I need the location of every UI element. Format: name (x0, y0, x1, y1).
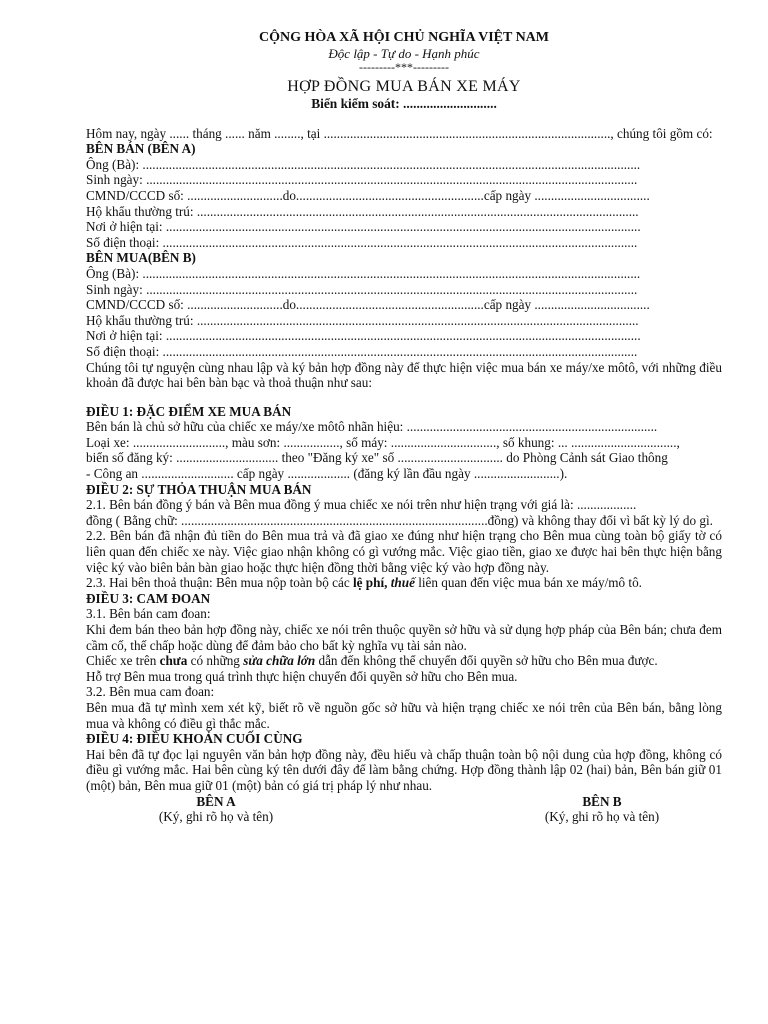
buyer-id-field: CMND/CCCD số: .............................do.........................................................cấp ngày ................................... (86, 297, 650, 313)
repair-text-b: có những (187, 653, 244, 669)
party-a-note: (Ký, ghi rõ họ và tên) (158, 809, 274, 825)
seller-name-field: Ông (Bà): ....................................................................................................................................................... (86, 156, 641, 172)
article-2-3-text: 2.3. Hai bên thoả thuận: Bên mua nộp toàn bộ các (86, 575, 353, 591)
party-b-title: BÊN B (582, 793, 622, 809)
intro-line: Hôm nay, ngày ...... tháng ...... năm ........, tại ......................................................................................., chúng tôi gồm có: (86, 125, 713, 141)
buyer-heading: BÊN MUA(BÊN B) (86, 250, 196, 266)
article-1-heading: ĐIỀU 1: ĐẶC ĐIỂM XE MUA BÁN (86, 403, 292, 419)
agreement-paragraph: Chúng tôi tự nguyện cùng nhau lập và ký bản hợp đồng này để thực hiện việc mua bán xe máy/xe môtô, với những điều khoản đã được hai bên bàn bạc và thoả thuận như sau: (86, 359, 722, 391)
article-3-1-repair-line (86, 653, 722, 669)
article-4-heading: ĐIỀU 4: ĐIỀU KHOẢN CUỐI CÙNG (86, 731, 303, 747)
repair-text-a: Chiếc xe trên (86, 653, 160, 669)
tax-term: thuế (390, 575, 415, 591)
fee-term: lệ phí (352, 575, 385, 591)
seller-residence-field: Nơi ở hiện tại: ................................................................................................................................................ (86, 219, 641, 235)
party-b-signature (472, 794, 732, 825)
buyer-phone-field: Số điện thoại: ................................................................................................................................................ (86, 343, 638, 359)
document-title: HỢP ĐỒNG MUA BÁN XE MÁY (287, 78, 521, 95)
article-1-line-2: Loại xe: ............................, màu sơn: ................., số máy: ................................, số khung: ... ................................, (86, 434, 680, 450)
article-2-heading: ĐIỀU 2: SỰ THỎA THUẬN MUA BÁN (86, 481, 312, 497)
article-3-1-paragraph: Khi đem bán theo bản hợp đồng này, chiếc xe nói trên thuộc quyền sở hữu và sử dụng hợp pháp của Bên bán; chưa đem cầm cố, thế chấp hoặc dùng để đảm bảo cho bất kỳ nghĩa vụ tài sản nào. (86, 622, 722, 653)
article-4-paragraph: Hai bên đã tự đọc lại nguyên văn bản hợp đồng này, đều hiểu và chấp thuận toàn bộ nội dung của hợp đồng, không có điều gì vướng mắc. Hai bên cùng ký tên dưới đây để làm bằng chứng. Hợp đồng thành lập 02 (hai) bản, Bên bán giữ 01 (một) bản, Bên mua giữ 01 (một) bản có giá trị pháp lý như nhau. (86, 746, 722, 793)
buyer-dob-field: Sinh ngày: ..................................................................................................................................................... (86, 281, 638, 297)
article-3-1-support-line: Hỗ trợ Bên mua trong quá trình thực hiện chuyển đổi quyền sở hữu cho Bên mua. (86, 668, 518, 684)
article-2-1-line-b: đồng ( Bằng chữ: .............................................................................................đồng) và không thay đổi vì bất kỳ lý do gì. (86, 512, 713, 528)
major-repair-term: sửa chữa lớn (243, 653, 316, 669)
motto: Độc lập - Tự do - Hạnh phúc (328, 46, 480, 61)
article-3-heading: ĐIỀU 3: CAM ĐOAN (86, 590, 211, 606)
seller-household-field: Hộ khẩu thường trú: ...................................................................................................................................... (86, 203, 639, 219)
signature-block (86, 794, 722, 825)
nation-header: CỘNG HÒA XÃ HỘI CHỦ NGHĨA VIỆT NAM (258, 30, 549, 45)
party-a-signature (86, 794, 346, 825)
article-1-line-3: biển số đăng ký: ............................... theo "Đăng ký xe" số ................................ do Phòng Cảnh sát Giao thông (86, 450, 668, 466)
article-2-1-line-a: 2.1. Bên bán đồng ý bán và Bên mua đồng ý mua chiếc xe nói trên như hiện trạng với giá là: .................. (86, 497, 637, 513)
repair-text-c: dẫn đến không thể chuyển đổi quyền sở hữu cho Bên mua được. (315, 653, 658, 669)
article-1-line-4: - Công an ............................ cấp ngày ................... (đăng ký lần đầu ngày ..........................). (86, 466, 568, 482)
article-2-3 (86, 575, 722, 591)
contract-document (86, 30, 722, 825)
buyer-household-field: Hộ khẩu thường trú: ...................................................................................................................................... (86, 312, 639, 328)
seller-dob-field: Sinh ngày: ..................................................................................................................................................... (86, 172, 638, 188)
article-1-line-1: Bên bán là chủ sở hữu của chiếc xe máy/xe môtô nhãn hiệu: ............................................................................ (86, 419, 658, 435)
article-3-2-label: 3.2. Bên mua cam đoan: (86, 684, 215, 700)
not-term: chưa (159, 653, 188, 669)
separator: ---------***--------- (359, 60, 449, 74)
article-3-2-paragraph: Bên mua đã tự mình xem xét kỹ, biết rõ về nguồn gốc sở hữu và hiện trạng chiếc xe nói trên của Bên bán, bằng lòng mua và không có điều gì thắc mắc. (86, 699, 722, 731)
term-separator: , (384, 575, 391, 591)
buyer-residence-field: Nơi ở hiện tại: ................................................................................................................................................ (86, 328, 641, 344)
seller-id-field: CMND/CCCD số: .............................do.........................................................cấp ngày ................................... (86, 187, 650, 203)
party-a-title: BÊN A (196, 793, 236, 809)
seller-heading: BÊN BÁN (BÊN A) (86, 141, 196, 157)
article-2-2: 2.2. Bên bán đã nhận đủ tiền do Bên mua trả và đã giao xe đúng như hiện trạng cho Bên mua cùng toàn bộ giấy tờ có liên quan đến chiếc xe này. Việc giao nhận không có gì vướng mắc. Việc giao tiền, giao xe được hai bên thực hiện bằng việc ký vào biên bản bàn giao hoặc thực hiện đồng thời bằng việc ký vào hợp đồng này. (86, 528, 722, 575)
party-b-note: (Ký, ghi rõ họ và tên) (544, 809, 660, 825)
article-3-1-label: 3.1. Bên bán cam đoan: (86, 606, 211, 622)
plate-field: Biển kiểm soát: ............................ (311, 96, 497, 111)
article-2-3-text-end: liên quan đến việc mua bán xe máy/mô tô. (414, 575, 642, 591)
seller-phone-field: Số điện thoại: ................................................................................................................................................ (86, 234, 638, 250)
buyer-name-field: Ông (Bà): ....................................................................................................................................................... (86, 265, 641, 281)
